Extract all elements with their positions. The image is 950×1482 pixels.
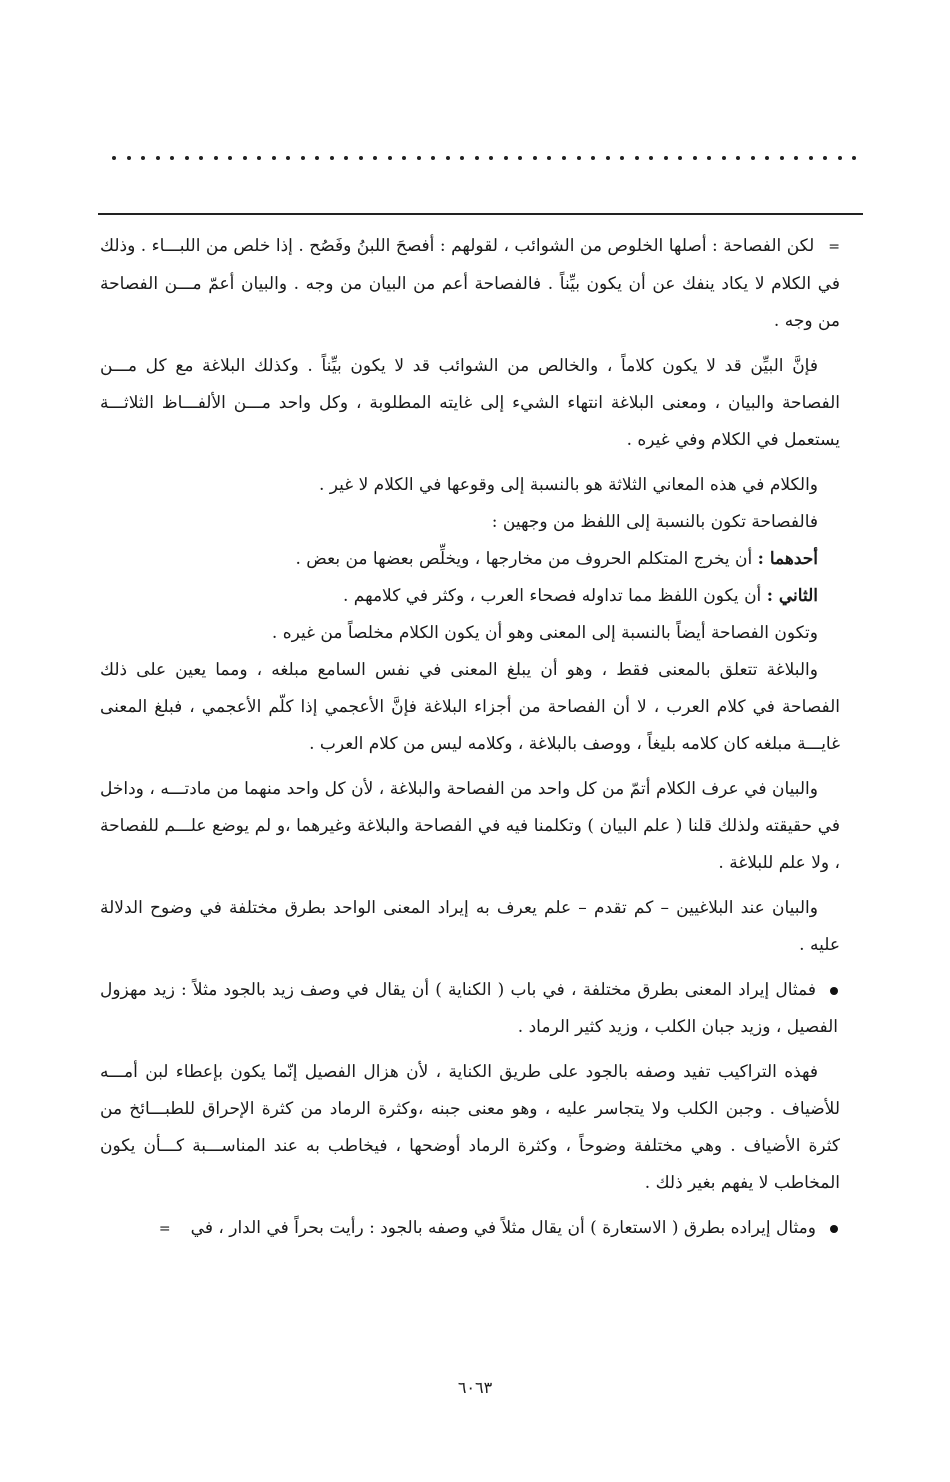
dot — [751, 156, 755, 160]
dot — [591, 156, 595, 160]
dot — [156, 156, 160, 160]
dot — [475, 156, 479, 160]
dot — [417, 156, 421, 160]
dot — [664, 156, 668, 160]
dot — [141, 156, 145, 160]
paragraph-3: والكلام في هذه المعاني الثلاثة هو بالنسبة إلى وقوعها في الكلام لا غير . — [318, 475, 818, 495]
dot — [562, 156, 566, 160]
dot — [722, 156, 726, 160]
dot — [199, 156, 203, 160]
dot — [780, 156, 784, 160]
dot — [286, 156, 290, 160]
dot — [185, 156, 189, 160]
dot — [736, 156, 740, 160]
dot — [547, 156, 551, 160]
dot — [489, 156, 493, 160]
dot — [315, 156, 319, 160]
dot — [402, 156, 406, 160]
continuation-marker: = — [828, 239, 840, 255]
paragraph-5: وتكون الفصاحة أيضاً بالنسبة إلى المعنى وهو أن يكون الكلام مخلصاً من غيره . — [271, 623, 818, 643]
paragraph-9: فهذه التراكيب تفيد وصفه بالجود على طريق الكناية ، لأن هزال الفصيل إنّما يكون بإعطاء لبن أمـــه للأضياف . وجبن الكلب ولا يتجاسر عليه ، وهو معنى جبنه ،وكثرة الرماد من كثرة الإحراق للطبـــائخ من كثرة الأضياف . وهي مختلفة وضوحاً ، وكثرة الرماد أوضحها ، فيخاطب به عند المناســـبة كـــأن يكون المخاطب لا يفهم بغير ذلك . — [100, 1062, 840, 1193]
dot — [649, 156, 653, 160]
paragraph-7: والبيان في عرف الكلام أتمّ من كل واحد من الفصاحة والبلاغة ، لأن كل واحد منهما من مادتـــه ، وداخل في حقيقته ولذلك قلنا ( علم البيان ) وتكلمنا فيه في الفصاحة والبلاغة وغيرهما ،و لم يوضع علـــم للفصاحة ، ولا علم للبلاغة . — [100, 779, 840, 873]
dot — [301, 156, 305, 160]
dot — [606, 156, 610, 160]
header-rule — [98, 213, 863, 215]
decorative-dotted-line — [112, 150, 857, 166]
dot — [257, 156, 261, 160]
dot — [809, 156, 813, 160]
dot — [533, 156, 537, 160]
dot — [707, 156, 711, 160]
dot — [431, 156, 435, 160]
dot — [359, 156, 363, 160]
page-number: ٦٠٦٣ — [457, 1378, 493, 1397]
paragraph-2: فإنَّ البيِّن قد لا يكون كلاماً ، والخالص من الشوائب قد لا يكون بيِّناً . وكذلك البلاغة مع كل مـــن الفصاحة والبيان ، ومعنى البلاغة انتهاء الشيء إلى غايته المطلوبة ، وكل واحد مـــن الألفـــاظ الثلاثـــة يستعمل في الكلام وفي غيره . — [100, 356, 840, 450]
dot — [388, 156, 392, 160]
dot — [504, 156, 508, 160]
dot — [765, 156, 769, 160]
dot — [678, 156, 682, 160]
dot — [272, 156, 276, 160]
dot — [620, 156, 624, 160]
dot — [330, 156, 334, 160]
dot — [794, 156, 798, 160]
dot — [460, 156, 464, 160]
dot — [214, 156, 218, 160]
paragraph-6: والبلاغة تتعلق بالمعنى فقط ، وهو أن يبلغ المعنى في نفس السامع مبلغه ، ومما يعين على ذلك الفصاحة في كلام العرب ، لا أن الفصاحة من أجزاء البلاغة فإنَّ الأعجمي إذا كلّم الأعجمي ، فبلغ المعنى غايـــة مبلغه كان كلامه بليغاً ، ووصف بالبلاغة ، وكلامه ليس من كلام العرب . — [100, 660, 840, 754]
list-item-first: أحدهما : أن يخرج المتكلم الحروف من مخارجها ، ويخلِّص بعضها من بعض . — [295, 549, 818, 569]
dot — [112, 156, 116, 160]
bullet-icon — [830, 987, 838, 995]
dot — [838, 156, 842, 160]
dot — [243, 156, 247, 160]
dot — [344, 156, 348, 160]
paragraph-4: فالفصاحة تكون بالنسبة إلى اللفظ من وجهين : — [491, 512, 818, 532]
trailing-marker: = — [158, 1221, 171, 1237]
dot — [518, 156, 522, 160]
bullet-item-2: ومثال إيراده بطرق ( الاستعارة ) أن يقال مثلاً في وصفه بالجود : رأيت بحراً في الدار ، في= — [100, 1210, 840, 1248]
dot — [693, 156, 697, 160]
dot — [373, 156, 377, 160]
dot — [852, 156, 856, 160]
paragraph-1: =لكن الفصاحة : أصلها الخلوص من الشوائب ، لقولهم : أفصحَ اللبنُ وفَصُح . إذا خلص من اللبـــاء . وذلك في الكلام لا يكاد ينفك عن أن يكون بيِّناً . فالفصاحة أعم من البيان من وجه . والبيان أعمّ مـــن الفصاحة من وجه . — [100, 236, 840, 331]
dot — [170, 156, 174, 160]
dot — [823, 156, 827, 160]
list-item-second: الثاني : أن يكون اللفظ مما تداوله فصحاء العرب ، وكثر في كلامهم . — [342, 586, 818, 606]
dot — [577, 156, 581, 160]
dot — [635, 156, 639, 160]
dot — [127, 156, 131, 160]
list-label-first: أحدهما : — [757, 549, 818, 569]
bullet-icon — [830, 1225, 838, 1233]
bullet-item-1: فمثال إيراد المعنى بطرق مختلفة ، في باب ( الكناية ) أن يقال في وصف زيد بالجود مثلاً : زيد مهزول الفصيل ، وزيد جبان الكلب ، وزيد كثير الرماد . — [100, 980, 838, 1037]
paragraph-8: والبيان عند البلاغيين – كم تقدم – علم يعرف به إيراد المعنى الواحد بطرق مختلفة في وضوح الدلالة عليه . — [100, 898, 840, 955]
dot — [228, 156, 232, 160]
page-body — [100, 228, 840, 1256]
list-label-second: الثاني : — [766, 586, 818, 606]
dot — [446, 156, 450, 160]
